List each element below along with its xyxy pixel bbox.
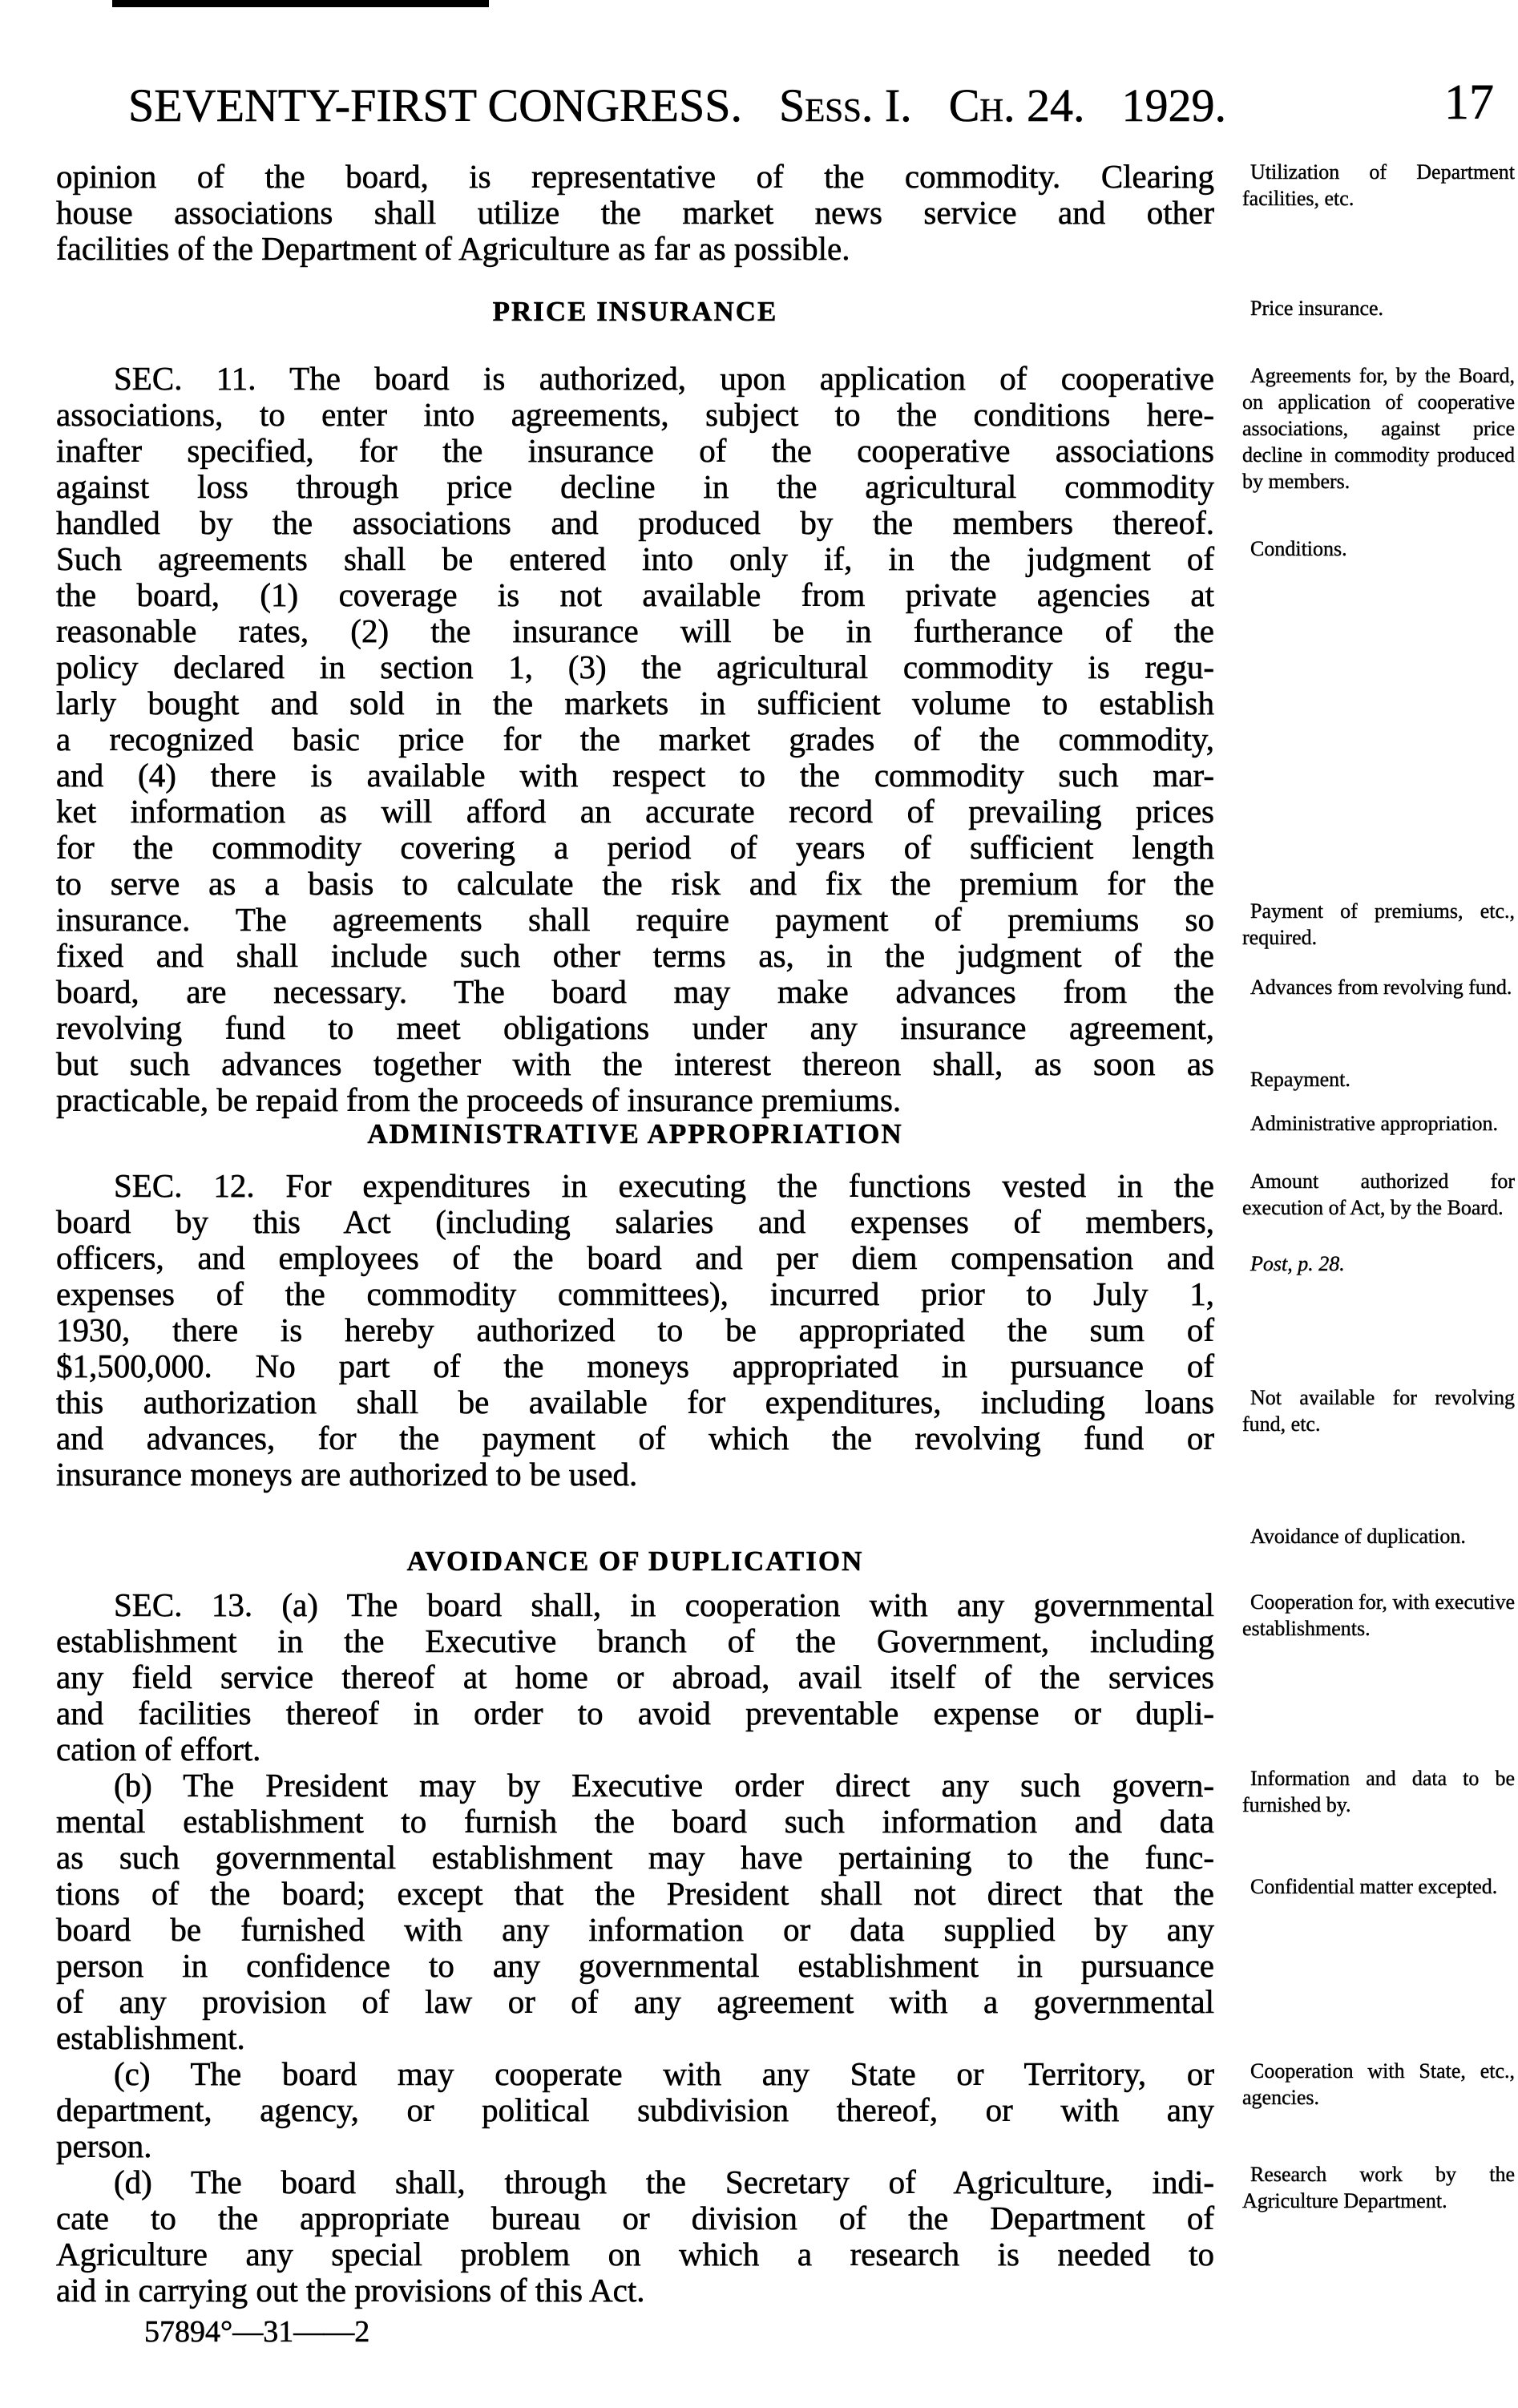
text-line: house associations shall utilize the market news service and other: [56, 194, 1214, 231]
text-line: associations, to enter into agreements, subject to the conditions here-: [56, 396, 1214, 433]
text-line: (d) The board shall, through the Secretary of Agriculture, indi-: [114, 2164, 1214, 2200]
page-header: [128, 77, 1496, 135]
text-line: SEC. 11. The board is authorized, upon application of cooperative: [114, 360, 1214, 397]
text-line: Such agreements shall be entered into only if, in the judgment of: [56, 540, 1214, 577]
margin-note-price-insurance: Price insurance.: [1250, 297, 1384, 320]
margin-note-confidential: Confidential matter excepted.: [1250, 1875, 1498, 1898]
text-line: and facilities thereof in order to avoid preventable expense or dupli-: [56, 1695, 1214, 1731]
paragraph-sec-13b: [56, 1768, 1214, 2056]
text-line: SEC. 12. For expenditures in executing the functions vested in the: [114, 1167, 1214, 1204]
text-line: and advances, for the payment of which the revolving fund or: [56, 1420, 1214, 1457]
text-line: board be furnished with any information or data supplied by any: [56, 1911, 1214, 1948]
text-line: this authorization shall be available for expenditures, including loans: [56, 1384, 1214, 1420]
margin-note-advances: Advances from revolving fund.: [1250, 976, 1512, 999]
paragraph-sec-12: [56, 1168, 1214, 1493]
paragraph-sec-13d: [56, 2164, 1214, 2309]
text-line: any field service thereof at home or abroad, avail itself of the services: [56, 1659, 1214, 1695]
heading-avoidance-of-duplication: AVOIDANCE OF DUPLICATION: [406, 1545, 864, 1577]
page-number: 17: [1444, 75, 1494, 130]
text-line: a recognized basic price for the market grades of the commodity,: [56, 721, 1214, 758]
text-line: fixed and shall include such other terms as, in the judgment of the: [56, 937, 1214, 974]
text-line: larly bought and sold in the markets in sufficient volume to establish: [56, 685, 1214, 721]
text-line: board by this Act (including salaries and expenses of members,: [56, 1203, 1214, 1240]
margin-note-amount-authorized: Amount authorized for execution of Act, by the Board.: [1242, 1170, 1515, 1219]
text-line: 1930, there is hereby authorized to be appropriated the sum of: [56, 1311, 1214, 1348]
text-line: $1,500,000. No part of the moneys appropriated in pursuance of: [56, 1347, 1214, 1384]
margin-note-post-reference: Post, p. 28.: [1250, 1252, 1345, 1275]
paragraph-sec-13c: [56, 2056, 1214, 2164]
text-line: and (4) there is available with respect to the commodity such mar-: [56, 757, 1214, 794]
text-line: expenses of the commodity committees), incurred prior to July 1,: [56, 1275, 1214, 1312]
margin-note-not-available: Not available for revolving fund, etc.: [1242, 1386, 1515, 1436]
text-line: aid in carrying out the provisions of this Act.: [56, 2272, 645, 2309]
margin-note-avoidance: Avoidance of duplication.: [1250, 1525, 1466, 1548]
text-line: inafter specified, for the insurance of the cooperative associations: [56, 432, 1214, 469]
text-line: as such governmental establishment may have pertaining to the func-: [56, 1839, 1214, 1876]
header-year: 1929.: [1121, 79, 1226, 131]
header-chapter: Ch. 24.: [948, 79, 1085, 131]
text-line: ket information as will afford an accurate record of prevailing prices: [56, 793, 1214, 830]
text-line: department, agency, or political subdivision thereof, or with any: [56, 2091, 1214, 2128]
text-line: cate to the appropriate bureau or division of the Department of: [56, 2200, 1214, 2236]
text-line: board, are necessary. The board may make advances from the: [56, 973, 1214, 1010]
text-line: tions of the board; except that the President shall not direct that the: [56, 1875, 1214, 1912]
text-line: opinion of the board, is representative of the commodity. Clearing: [56, 158, 1214, 195]
text-line: handled by the associations and produced by the members thereof.: [56, 504, 1214, 541]
text-line: reasonable rates, (2) the insurance will be in furtherance of the: [56, 612, 1214, 649]
heading-administrative-appropriation: ADMINISTRATIVE APPROPRIATION: [367, 1118, 903, 1149]
text-line: practicable, be repaid from the proceeds of insurance premiums.: [56, 1081, 902, 1118]
text-line: SEC. 13. (a) The board shall, in cooperation with any governmental: [114, 1586, 1214, 1623]
text-line: for the commodity covering a period of years of sufficient length: [56, 829, 1214, 866]
text-line: facilities of the Department of Agriculture as far as possible.: [56, 230, 850, 267]
margin-note-conditions: Conditions.: [1250, 537, 1347, 560]
text-line: person.: [56, 2127, 152, 2164]
paragraph-opening: [56, 159, 1214, 267]
margin-note-utilization: Utilization of Department facilities, etc.: [1242, 160, 1515, 210]
text-line: insurance moneys are authorized to be used.: [56, 1456, 638, 1493]
text-line: to serve as a basis to calculate the risk and fix the premium for the: [56, 865, 1214, 902]
header-congress: SEVENTY-FIRST CONGRESS.: [128, 79, 742, 131]
margin-note-cooperation-state: Cooperation with State, etc., agencies.: [1242, 2059, 1515, 2109]
margin-note-cooperation-executive: Cooperation for, with executive establishments.: [1242, 1590, 1515, 1640]
text-line: the board, (1) coverage is not available from private agencies at: [56, 576, 1214, 613]
header-session: Sess. I.: [778, 79, 912, 131]
text-line: person in confidence to any governmental establishment in pursuance: [56, 1947, 1214, 1984]
text-line: (c) The board may cooperate with any State or Territory, or: [114, 2055, 1214, 2092]
text-line: but such advances together with the interest thereon shall, as soon as: [56, 1045, 1214, 1082]
text-line: against loss through price decline in the agricultural commodity: [56, 468, 1214, 505]
paragraph-sec-11: [56, 361, 1214, 1118]
paragraph-sec-13a: [56, 1587, 1214, 1768]
footer-print-code: 57894°—31——2: [144, 2315, 370, 2349]
text-line: insurance. The agreements shall require payment of premiums so: [56, 901, 1214, 938]
text-line: establishment.: [56, 2019, 245, 2056]
margin-note-admin-appropriation: Administrative appropriation.: [1250, 1112, 1499, 1135]
margin-note-research: Research work by the Agriculture Department.: [1242, 2163, 1515, 2212]
text-line: of any provision of law or of any agreement with a governmental: [56, 1983, 1214, 2020]
text-line: revolving fund to meet obligations under any insurance agreement,: [56, 1009, 1214, 1046]
margin-note-agreements: Agreements for, by the Board, on application of cooperative associations, against price decline in commodity produced by members.: [1242, 364, 1515, 493]
text-line: (b) The President may by Executive order direct any such govern-: [114, 1767, 1214, 1804]
margin-note-payment: Payment of premiums, etc., required.: [1242, 899, 1515, 949]
text-line: policy declared in section 1, (3) the agricultural commodity is regu-: [56, 648, 1214, 685]
text-line: officers, and employees of the board and per diem compensation and: [56, 1239, 1214, 1276]
text-line: cation of effort.: [56, 1731, 261, 1768]
text-line: Agriculture any special problem on which a research is needed to: [56, 2236, 1214, 2273]
heading-price-insurance: PRICE INSURANCE: [492, 296, 778, 327]
scan-artifact-line: [112, 0, 489, 7]
margin-note-information-data: Information and data to be furnished by.: [1242, 1767, 1515, 1816]
margin-note-repayment: Repayment.: [1250, 1068, 1350, 1091]
text-line: mental establishment to furnish the board such information and data: [56, 1803, 1214, 1840]
text-line: establishment in the Executive branch of the Government, including: [56, 1622, 1214, 1659]
